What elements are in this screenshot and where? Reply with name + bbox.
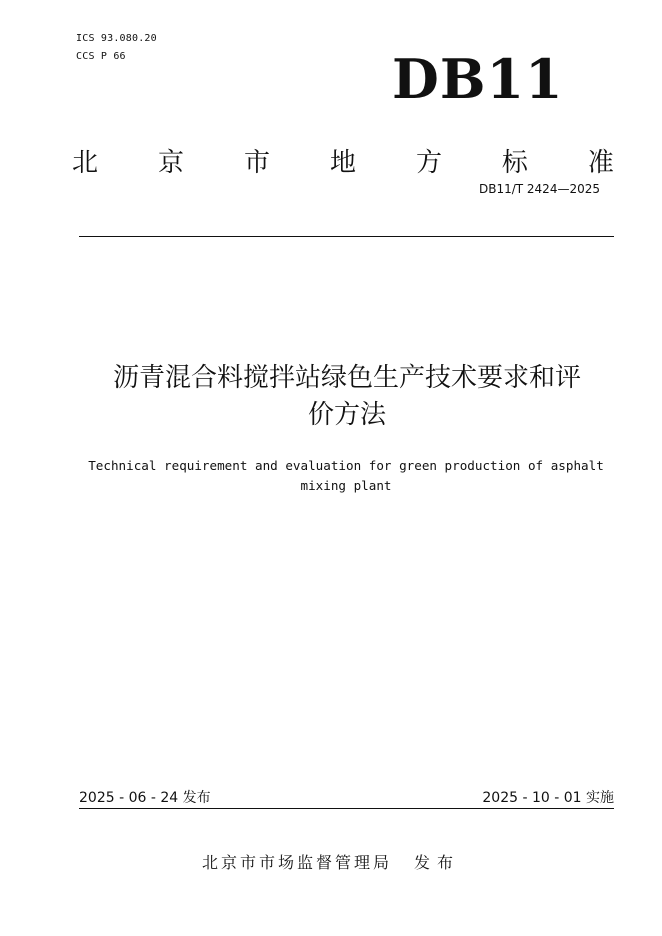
standard-type-heading <box>72 146 614 180</box>
standard-number: DB11/T 2424—2025 <box>478 182 600 196</box>
standard-type-char: 市 <box>243 148 270 178</box>
english-title <box>70 456 622 496</box>
bottom-divider <box>79 808 614 809</box>
issuer-line <box>0 852 662 874</box>
chinese-title-line: 价方法 <box>307 400 386 430</box>
issue-label: 发布 <box>414 853 461 872</box>
english-title-line: mixing plant <box>300 478 392 493</box>
standard-type-char: 北 <box>72 148 99 178</box>
chinese-title-line: 沥青混合料搅拌站绿色生产技术要求和评 <box>112 363 581 393</box>
standard-logo: DB11 <box>392 47 564 111</box>
top-divider <box>79 236 614 237</box>
standard-type-char: 标 <box>501 148 528 178</box>
standard-type-char: 地 <box>329 148 356 178</box>
issuing-authority: 北京市市场监督管理局 <box>201 853 392 872</box>
chinese-title <box>60 360 634 434</box>
standard-type-char: 准 <box>587 148 614 178</box>
standard-type-char: 京 <box>157 148 184 178</box>
ics-code: ICS 93.080.20 <box>76 33 157 44</box>
implementation-date: 2025 - 10 - 01 实施 <box>482 790 614 806</box>
standard-type-char: 方 <box>415 148 442 178</box>
ccs-code: CCS P 66 <box>76 51 126 62</box>
english-title-line: Technical requirement and evaluation for green production of asphalt <box>88 458 604 473</box>
issue-date: 2025 - 06 - 24 发布 <box>79 790 211 806</box>
